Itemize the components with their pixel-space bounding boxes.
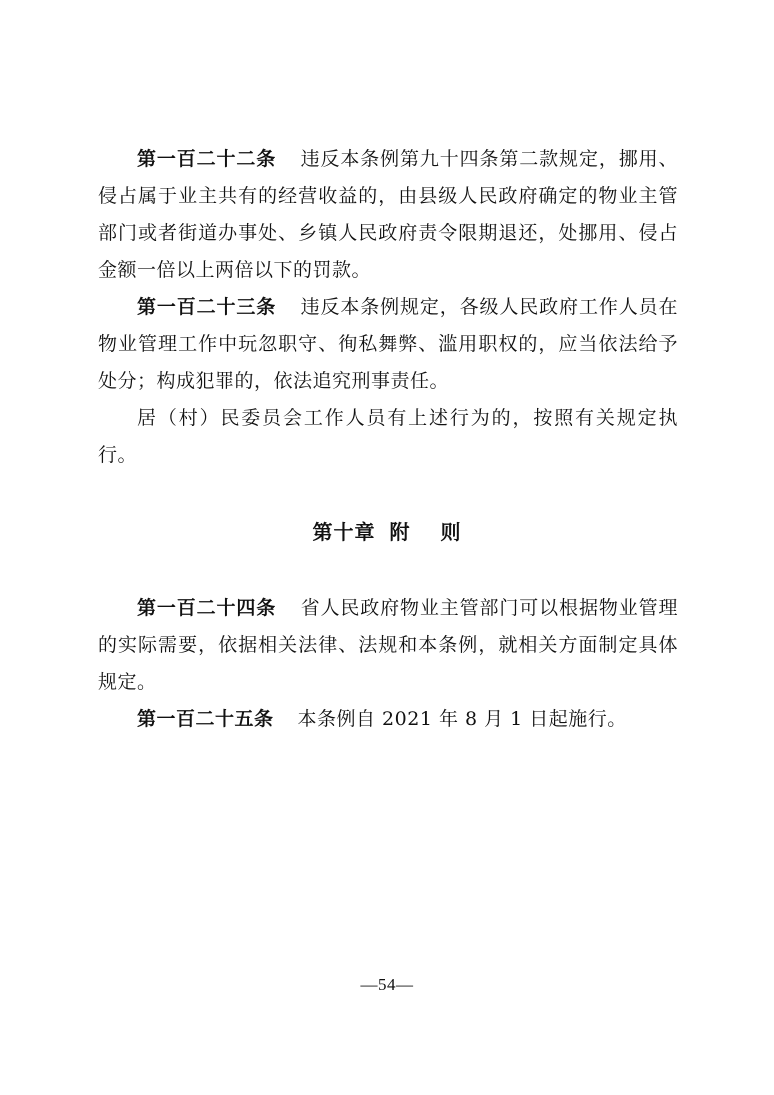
chapter-title-part2: 则 xyxy=(440,520,462,544)
chapter-heading xyxy=(0,516,774,545)
article-group-top xyxy=(98,141,678,474)
article-124 xyxy=(98,590,678,701)
article-125 xyxy=(98,701,678,738)
article-group-bottom xyxy=(98,590,678,738)
article-text: 省人民政府物业主管部门可以根据物业管理的实际需要，依据相关法律、法规和本条例，就相关方面制定具体规定。 xyxy=(98,597,678,693)
article-number: 第一百二十三条 xyxy=(137,296,277,318)
article-123 xyxy=(98,289,678,400)
article-number: 第一百二十五条 xyxy=(137,708,274,730)
article-text: 本条例自 2021 年 8 月 1 日起施行。 xyxy=(297,708,627,730)
article-number: 第一百二十二条 xyxy=(137,148,277,170)
chapter-number: 第十章 xyxy=(312,520,376,544)
article-text: 违反本条例规定，各级人民政府工作人员在物业管理工作中玩忽职守、徇私舞弊、滥用职权的，应当依法给予处分；构成犯罪的，依法追究刑事责任。 xyxy=(98,296,678,392)
plain-paragraph: 居（村）民委员会工作人员有上述行为的，按照有关规定执行。 xyxy=(98,407,678,466)
chapter-title-part1: 附 xyxy=(389,520,411,544)
page-number: —54— xyxy=(360,975,414,994)
article-number: 第一百二十四条 xyxy=(137,597,277,619)
article-122 xyxy=(98,141,678,289)
article-text: 违反本条例第九十四条第二款规定，挪用、侵占属于业主共有的经营收益的，由县级人民政府确定的物业主管部门或者街道办事处、乡镇人民政府责令限期退还，处挪用、侵占金额一倍以上两倍以下的罚款。 xyxy=(98,148,678,281)
